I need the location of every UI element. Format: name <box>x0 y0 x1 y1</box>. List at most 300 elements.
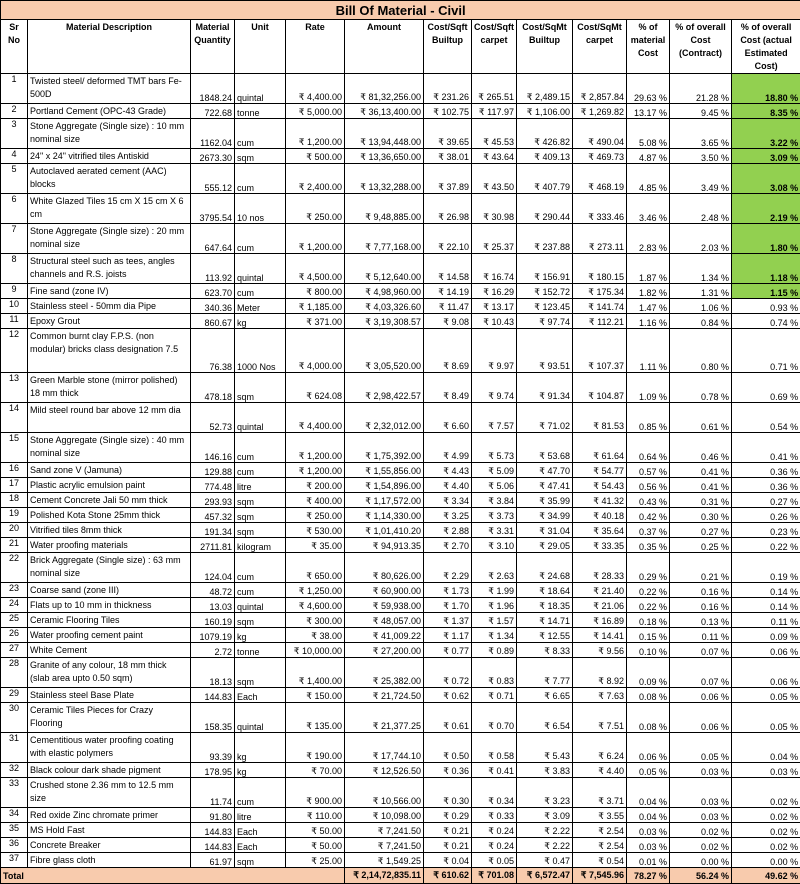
cell-cost-sqft-carpet: ₹ 0.70 <box>472 703 517 733</box>
cell-description: Brick Aggregate (Single size) : 63 mm nominal size <box>28 553 191 583</box>
cell-cost-sqmt-builtup: ₹ 53.68 <box>517 433 573 463</box>
cell-cost-sqft-builtup: ₹ 8.49 <box>424 373 472 403</box>
cell-cost-sqft-builtup: ₹ 9.08 <box>424 314 472 329</box>
cell-cost-sqft-carpet: ₹ 9.74 <box>472 373 517 403</box>
cell-rate: ₹ 1,200.00 <box>286 433 345 463</box>
cell-cost-sqft-carpet: ₹ 9.97 <box>472 329 517 373</box>
cell-pct-contract: 0.13 % <box>670 613 732 628</box>
cell-cost-sqft-builtup: ₹ 1.73 <box>424 583 472 598</box>
table-row <box>1 658 800 688</box>
cell-quantity: 158.35 <box>191 703 235 733</box>
cell-pct-material: 5.08 % <box>627 119 670 149</box>
cell-unit: litre <box>235 478 286 493</box>
cell-pct-actual: 0.04 % <box>732 733 800 763</box>
cell-cost-sqft-carpet: ₹ 0.24 <box>472 823 517 838</box>
cell-cost-sqmt-builtup: ₹ 3.23 <box>517 778 573 808</box>
cell-cost-sqmt-builtup: ₹ 34.99 <box>517 508 573 523</box>
cell-cost-sqft-builtup: ₹ 37.89 <box>424 164 472 194</box>
cell-sr-no: 8 <box>1 254 28 284</box>
cell-amount: ₹ 80,626.00 <box>345 553 424 583</box>
cell-cost-sqft-builtup: ₹ 11.47 <box>424 299 472 314</box>
cell-cost-sqmt-carpet: ₹ 16.89 <box>573 613 627 628</box>
cell-description: Stone Aggregate (Single size) : 20 mm nominal size <box>28 224 191 254</box>
cell-cost-sqft-builtup: ₹ 3.34 <box>424 493 472 508</box>
cell-pct-contract: 0.46 % <box>670 433 732 463</box>
cell-cost-sqmt-carpet: ₹ 81.53 <box>573 403 627 433</box>
table-row <box>1 598 800 613</box>
cell-unit: cum <box>235 463 286 478</box>
cell-amount: ₹ 1,55,856.00 <box>345 463 424 478</box>
cell-sr-no: 29 <box>1 688 28 703</box>
cell-cost-sqft-builtup: ₹ 4.40 <box>424 478 472 493</box>
cell-cost-sqft-builtup: ₹ 39.65 <box>424 119 472 149</box>
cell-description: White Glazed Tiles 15 cm X 15 cm X 6 cm <box>28 194 191 224</box>
cell-rate: ₹ 530.00 <box>286 523 345 538</box>
cell-cost-sqmt-builtup: ₹ 29.05 <box>517 538 573 553</box>
table-row <box>1 104 800 119</box>
cell-cost-sqmt-carpet: ₹ 21.06 <box>573 598 627 613</box>
cell-sr-no: 35 <box>1 823 28 838</box>
cell-unit: Each <box>235 688 286 703</box>
table-row <box>1 299 800 314</box>
cell-pct-actual: 0.11 % <box>732 613 800 628</box>
cell-cost-sqft-builtup: ₹ 6.60 <box>424 403 472 433</box>
cell-cost-sqmt-carpet: ₹ 33.35 <box>573 538 627 553</box>
cell-rate: ₹ 800.00 <box>286 284 345 299</box>
cell-cost-sqmt-builtup: ₹ 3.09 <box>517 808 573 823</box>
cell-quantity: 144.83 <box>191 823 235 838</box>
cell-rate: ₹ 70.00 <box>286 763 345 778</box>
cell-unit: sqm <box>235 523 286 538</box>
cell-unit: tonne <box>235 643 286 658</box>
column-header: Cost/SqMt carpet <box>573 20 627 74</box>
material-rows <box>1 74 800 868</box>
column-header: Cost/Sqft carpet <box>472 20 517 74</box>
cell-cost-sqft-builtup: ₹ 1.17 <box>424 628 472 643</box>
cell-pct-contract: 0.31 % <box>670 493 732 508</box>
cell-description: Portland Cement (OPC-43 Grade) <box>28 104 191 119</box>
cell-unit: kg <box>235 628 286 643</box>
cell-cost-sqft-carpet: ₹ 16.29 <box>472 284 517 299</box>
cell-unit: sqm <box>235 508 286 523</box>
cell-amount: ₹ 3,19,308.57 <box>345 314 424 329</box>
table-row <box>1 853 800 868</box>
cell-cost-sqmt-carpet: ₹ 175.34 <box>573 284 627 299</box>
cell-description: 24" x 24" vitrified tiles Antiskid <box>28 149 191 164</box>
cell-cost-sqmt-carpet: ₹ 180.15 <box>573 254 627 284</box>
cell-pct-actual: 0.14 % <box>732 598 800 613</box>
cell-rate: ₹ 190.00 <box>286 733 345 763</box>
cell-pct-contract: 2.48 % <box>670 194 732 224</box>
cell-description: Stone Aggregate (Single size) : 40 mm nominal size <box>28 433 191 463</box>
cell-rate: ₹ 250.00 <box>286 508 345 523</box>
cell-pct-actual: 0.74 % <box>732 314 800 329</box>
cell-rate: ₹ 1,185.00 <box>286 299 345 314</box>
cell-cost-sqmt-builtup: ₹ 35.99 <box>517 493 573 508</box>
cell-pct-contract: 3.49 % <box>670 164 732 194</box>
cell-pct-actual: 0.71 % <box>732 329 800 373</box>
cell-cost-sqmt-carpet: ₹ 61.64 <box>573 433 627 463</box>
cell-cost-sqft-builtup: ₹ 38.01 <box>424 149 472 164</box>
cell-pct-material: 0.35 % <box>627 538 670 553</box>
cell-quantity: 3795.54 <box>191 194 235 224</box>
table-row <box>1 613 800 628</box>
cell-cost-sqft-carpet: ₹ 1.96 <box>472 598 517 613</box>
cell-unit: kg <box>235 314 286 329</box>
cell-cost-sqmt-builtup: ₹ 24.68 <box>517 553 573 583</box>
cell-rate: ₹ 1,400.00 <box>286 658 345 688</box>
cell-quantity: 61.97 <box>191 853 235 868</box>
cell-pct-contract: 9.45 % <box>670 104 732 119</box>
cell-cost-sqft-builtup: ₹ 3.25 <box>424 508 472 523</box>
cell-unit: quintal <box>235 74 286 104</box>
cell-rate: ₹ 150.00 <box>286 688 345 703</box>
cell-amount: ₹ 7,241.50 <box>345 823 424 838</box>
column-header: Cost/Sqft Builtup <box>424 20 472 74</box>
cell-pct-actual: 0.14 % <box>732 583 800 598</box>
cell-cost-sqft-carpet: ₹ 7.57 <box>472 403 517 433</box>
cell-quantity: 76.38 <box>191 329 235 373</box>
cell-sr-no: 26 <box>1 628 28 643</box>
cell-unit: 1000 Nos <box>235 329 286 373</box>
cell-pct-contract: 0.41 % <box>670 463 732 478</box>
cell-sr-no: 14 <box>1 403 28 433</box>
cell-pct-contract: 1.31 % <box>670 284 732 299</box>
cell-cost-sqmt-carpet: ₹ 9.56 <box>573 643 627 658</box>
cell-cost-sqft-carpet: ₹ 5.09 <box>472 463 517 478</box>
cell-rate: ₹ 25.00 <box>286 853 345 868</box>
cell-pct-material: 1.87 % <box>627 254 670 284</box>
cell-cost-sqmt-builtup: ₹ 237.88 <box>517 224 573 254</box>
cell-cost-sqmt-builtup: ₹ 18.35 <box>517 598 573 613</box>
table-row <box>1 194 800 224</box>
cell-cost-sqft-builtup: ₹ 2.70 <box>424 538 472 553</box>
cell-amount: ₹ 5,12,640.00 <box>345 254 424 284</box>
cell-unit: cum <box>235 119 286 149</box>
cell-pct-actual: 0.02 % <box>732 838 800 853</box>
cell-rate: ₹ 38.00 <box>286 628 345 643</box>
cell-unit: sqm <box>235 853 286 868</box>
cell-pct-contract: 1.34 % <box>670 254 732 284</box>
cell-pct-actual: 0.03 % <box>732 763 800 778</box>
cell-rate: ₹ 1,250.00 <box>286 583 345 598</box>
cell-sr-no: 17 <box>1 478 28 493</box>
cell-cost-sqmt-builtup: ₹ 426.82 <box>517 119 573 149</box>
cell-sr-no: 37 <box>1 853 28 868</box>
cell-quantity: 18.13 <box>191 658 235 688</box>
cell-cost-sqmt-carpet: ₹ 8.92 <box>573 658 627 688</box>
total-pct-contract: 56.24 % <box>670 868 732 884</box>
cell-cost-sqft-carpet: ₹ 3.84 <box>472 493 517 508</box>
cell-amount: ₹ 13,32,288.00 <box>345 164 424 194</box>
cell-pct-material: 0.22 % <box>627 583 670 598</box>
cell-cost-sqft-carpet: ₹ 30.98 <box>472 194 517 224</box>
cell-cost-sqft-carpet: ₹ 25.37 <box>472 224 517 254</box>
cell-pct-contract: 0.80 % <box>670 329 732 373</box>
cell-amount: ₹ 48,057.00 <box>345 613 424 628</box>
cell-pct-contract: 0.16 % <box>670 583 732 598</box>
cell-pct-actual: 0.36 % <box>732 478 800 493</box>
cell-pct-contract: 0.21 % <box>670 553 732 583</box>
table-row <box>1 823 800 838</box>
cell-pct-material: 0.85 % <box>627 403 670 433</box>
cell-cost-sqmt-carpet: ₹ 273.11 <box>573 224 627 254</box>
cell-cost-sqft-carpet: ₹ 1.34 <box>472 628 517 643</box>
cell-cost-sqft-builtup: ₹ 0.04 <box>424 853 472 868</box>
cell-amount: ₹ 7,241.50 <box>345 838 424 853</box>
cell-description: Stone Aggregate (Single size) : 10 mm nominal size <box>28 119 191 149</box>
cell-cost-sqmt-builtup: ₹ 0.47 <box>517 853 573 868</box>
cell-pct-contract: 0.30 % <box>670 508 732 523</box>
cell-pct-actual: 0.27 % <box>732 493 800 508</box>
cell-amount: ₹ 13,94,448.00 <box>345 119 424 149</box>
cell-unit: cum <box>235 433 286 463</box>
cell-quantity: 1162.04 <box>191 119 235 149</box>
total-sqft-carpet: ₹ 701.08 <box>472 868 517 884</box>
cell-cost-sqmt-builtup: ₹ 290.44 <box>517 194 573 224</box>
table-row <box>1 478 800 493</box>
cell-cost-sqmt-builtup: ₹ 71.02 <box>517 403 573 433</box>
cell-unit: quintal <box>235 403 286 433</box>
cell-cost-sqmt-carpet: ₹ 1,269.82 <box>573 104 627 119</box>
cell-sr-no: 30 <box>1 703 28 733</box>
cell-amount: ₹ 17,744.10 <box>345 733 424 763</box>
cell-cost-sqmt-carpet: ₹ 2.54 <box>573 838 627 853</box>
cell-cost-sqft-carpet: ₹ 2.63 <box>472 553 517 583</box>
cell-cost-sqmt-builtup: ₹ 1,106.00 <box>517 104 573 119</box>
cell-description: Ceramic Tiles Pieces for Crazy Flooring <box>28 703 191 733</box>
cell-pct-material: 29.63 % <box>627 74 670 104</box>
cell-cost-sqmt-carpet: ₹ 0.54 <box>573 853 627 868</box>
cell-quantity: 623.70 <box>191 284 235 299</box>
cell-cost-sqmt-builtup: ₹ 14.71 <box>517 613 573 628</box>
cell-sr-no: 34 <box>1 808 28 823</box>
cell-cost-sqmt-carpet: ₹ 54.77 <box>573 463 627 478</box>
cell-cost-sqmt-builtup: ₹ 2.22 <box>517 838 573 853</box>
cell-pct-actual: 0.05 % <box>732 703 800 733</box>
cell-description: Cement Concrete Jali 50 mm thick <box>28 493 191 508</box>
cell-rate: ₹ 50.00 <box>286 838 345 853</box>
cell-amount: ₹ 36,13,400.00 <box>345 104 424 119</box>
cell-amount: ₹ 94,913.35 <box>345 538 424 553</box>
cell-pct-contract: 0.07 % <box>670 658 732 688</box>
cell-pct-material: 1.09 % <box>627 373 670 403</box>
cell-quantity: 722.68 <box>191 104 235 119</box>
table-row <box>1 553 800 583</box>
cell-quantity: 113.92 <box>191 254 235 284</box>
cell-rate: ₹ 400.00 <box>286 493 345 508</box>
table-row <box>1 838 800 853</box>
cell-sr-no: 27 <box>1 643 28 658</box>
cell-rate: ₹ 500.00 <box>286 149 345 164</box>
total-pct-actual: 49.62 % <box>732 868 800 884</box>
cell-cost-sqmt-carpet: ₹ 6.24 <box>573 733 627 763</box>
cell-pct-actual: 0.19 % <box>732 553 800 583</box>
cell-amount: ₹ 1,54,896.00 <box>345 478 424 493</box>
cell-pct-contract: 3.50 % <box>670 149 732 164</box>
cell-description: Fine sand (zone IV) <box>28 284 191 299</box>
cell-pct-material: 1.82 % <box>627 284 670 299</box>
cell-pct-material: 0.10 % <box>627 643 670 658</box>
cell-pct-actual: 0.36 % <box>732 463 800 478</box>
cell-description: Cementitious water proofing coating with elastic polymers <box>28 733 191 763</box>
cell-pct-actual: 3.08 % <box>732 164 800 194</box>
cell-description: Stainless steel - 50mm dia Pipe <box>28 299 191 314</box>
cell-unit: cum <box>235 553 286 583</box>
cell-pct-material: 0.04 % <box>627 808 670 823</box>
cell-cost-sqft-builtup: ₹ 231.26 <box>424 74 472 104</box>
total-pct-material: 78.27 % <box>627 868 670 884</box>
cell-pct-material: 0.03 % <box>627 838 670 853</box>
cell-pct-contract: 0.16 % <box>670 598 732 613</box>
table-row <box>1 703 800 733</box>
table-row <box>1 628 800 643</box>
cell-description: Polished Kota Stone 25mm thick <box>28 508 191 523</box>
cell-cost-sqft-carpet: ₹ 0.41 <box>472 763 517 778</box>
cell-cost-sqft-carpet: ₹ 0.05 <box>472 853 517 868</box>
cell-amount: ₹ 9,48,885.00 <box>345 194 424 224</box>
cell-amount: ₹ 1,14,330.00 <box>345 508 424 523</box>
cell-rate: ₹ 200.00 <box>286 478 345 493</box>
cell-quantity: 2.72 <box>191 643 235 658</box>
cell-quantity: 52.73 <box>191 403 235 433</box>
cell-cost-sqft-carpet: ₹ 0.24 <box>472 838 517 853</box>
cell-pct-actual: 0.93 % <box>732 299 800 314</box>
cell-description: Granite of any colour, 18 mm thick (slab area upto 0.50 sqm) <box>28 658 191 688</box>
cell-sr-no: 3 <box>1 119 28 149</box>
column-header: Material Description <box>28 20 191 74</box>
cell-cost-sqft-builtup: ₹ 4.43 <box>424 463 472 478</box>
cell-cost-sqmt-carpet: ₹ 112.21 <box>573 314 627 329</box>
cell-amount: ₹ 1,549.25 <box>345 853 424 868</box>
cell-pct-material: 0.43 % <box>627 493 670 508</box>
cell-cost-sqmt-builtup: ₹ 7.77 <box>517 658 573 688</box>
cell-pct-actual: 0.23 % <box>732 523 800 538</box>
cell-pct-contract: 0.06 % <box>670 688 732 703</box>
table-row <box>1 403 800 433</box>
column-header: Material Quantity <box>191 20 235 74</box>
cell-cost-sqft-carpet: ₹ 43.50 <box>472 164 517 194</box>
cell-pct-material: 0.22 % <box>627 598 670 613</box>
cell-cost-sqmt-carpet: ₹ 468.19 <box>573 164 627 194</box>
cell-cost-sqmt-builtup: ₹ 2.22 <box>517 823 573 838</box>
cell-pct-material: 2.83 % <box>627 224 670 254</box>
cell-description: Water proofing materials <box>28 538 191 553</box>
cell-quantity: 457.32 <box>191 508 235 523</box>
cell-rate: ₹ 1,200.00 <box>286 224 345 254</box>
cell-cost-sqft-carpet: ₹ 3.31 <box>472 523 517 538</box>
cell-sr-no: 15 <box>1 433 28 463</box>
cell-cost-sqft-carpet: ₹ 1.99 <box>472 583 517 598</box>
cell-unit: sqm <box>235 613 286 628</box>
cell-sr-no: 16 <box>1 463 28 478</box>
cell-description: Ceramic Flooring Tiles <box>28 613 191 628</box>
cell-pct-actual: 0.54 % <box>732 403 800 433</box>
cell-cost-sqft-builtup: ₹ 0.30 <box>424 778 472 808</box>
cell-unit: cum <box>235 284 286 299</box>
cell-pct-material: 1.11 % <box>627 329 670 373</box>
table-row <box>1 284 800 299</box>
cell-amount: ₹ 21,377.25 <box>345 703 424 733</box>
cell-pct-actual: 0.02 % <box>732 823 800 838</box>
cell-cost-sqmt-builtup: ₹ 47.41 <box>517 478 573 493</box>
cell-pct-actual: 1.80 % <box>732 224 800 254</box>
table-row <box>1 688 800 703</box>
table-row <box>1 523 800 538</box>
column-header-row <box>1 20 800 74</box>
cell-pct-material: 0.09 % <box>627 658 670 688</box>
cell-sr-no: 32 <box>1 763 28 778</box>
cell-cost-sqmt-builtup: ₹ 97.74 <box>517 314 573 329</box>
cell-rate: ₹ 1,200.00 <box>286 463 345 478</box>
cell-unit: 10 nos <box>235 194 286 224</box>
cell-quantity: 1848.24 <box>191 74 235 104</box>
cell-description: Mild steel round bar above 12 mm dia <box>28 403 191 433</box>
cell-amount: ₹ 12,526.50 <box>345 763 424 778</box>
cell-amount: ₹ 27,200.00 <box>345 643 424 658</box>
cell-quantity: 293.93 <box>191 493 235 508</box>
cell-unit: litre <box>235 808 286 823</box>
cell-cost-sqmt-carpet: ₹ 41.32 <box>573 493 627 508</box>
cell-quantity: 129.88 <box>191 463 235 478</box>
total-sqft-builtup: ₹ 610.62 <box>424 868 472 884</box>
cell-pct-actual: 0.69 % <box>732 373 800 403</box>
cell-cost-sqft-builtup: ₹ 8.69 <box>424 329 472 373</box>
cell-rate: ₹ 4,400.00 <box>286 74 345 104</box>
cell-unit: kilogram <box>235 538 286 553</box>
cell-cost-sqft-builtup: ₹ 26.98 <box>424 194 472 224</box>
cell-sr-no: 25 <box>1 613 28 628</box>
cell-pct-material: 0.08 % <box>627 703 670 733</box>
cell-pct-material: 0.56 % <box>627 478 670 493</box>
cell-pct-material: 0.57 % <box>627 463 670 478</box>
cell-rate: ₹ 4,400.00 <box>286 403 345 433</box>
cell-unit: cum <box>235 224 286 254</box>
cell-cost-sqmt-carpet: ₹ 14.41 <box>573 628 627 643</box>
cell-pct-actual: 0.06 % <box>732 658 800 688</box>
cell-description: Sand zone V (Jamuna) <box>28 463 191 478</box>
table-row <box>1 493 800 508</box>
cell-rate: ₹ 4,600.00 <box>286 598 345 613</box>
cell-cost-sqmt-builtup: ₹ 91.34 <box>517 373 573 403</box>
cell-pct-material: 0.01 % <box>627 853 670 868</box>
column-header: % of overall Cost (actual Estimated Cost) <box>732 20 800 74</box>
total-amount: ₹ 2,14,72,835.11 <box>345 868 424 884</box>
cell-sr-no: 6 <box>1 194 28 224</box>
cell-unit: cum <box>235 164 286 194</box>
column-header: Sr No <box>1 20 28 74</box>
cell-cost-sqft-builtup: ₹ 102.75 <box>424 104 472 119</box>
cell-pct-contract: 0.06 % <box>670 703 732 733</box>
total-label: Total <box>1 868 345 884</box>
cell-cost-sqft-carpet: ₹ 5.73 <box>472 433 517 463</box>
cell-amount: ₹ 59,938.00 <box>345 598 424 613</box>
cell-cost-sqmt-carpet: ₹ 469.73 <box>573 149 627 164</box>
cell-cost-sqmt-builtup: ₹ 3.83 <box>517 763 573 778</box>
table-row <box>1 314 800 329</box>
cell-pct-contract: 0.27 % <box>670 523 732 538</box>
cell-quantity: 93.39 <box>191 733 235 763</box>
cell-amount: ₹ 2,98,422.57 <box>345 373 424 403</box>
cell-pct-contract: 0.05 % <box>670 733 732 763</box>
cell-pct-contract: 0.02 % <box>670 823 732 838</box>
cell-cost-sqft-builtup: ₹ 22.10 <box>424 224 472 254</box>
cell-cost-sqft-carpet: ₹ 5.06 <box>472 478 517 493</box>
column-header: Cost/SqMt Builtup <box>517 20 573 74</box>
cell-cost-sqmt-builtup: ₹ 6.65 <box>517 688 573 703</box>
cell-pct-actual: 0.26 % <box>732 508 800 523</box>
cell-amount: ₹ 10,098.00 <box>345 808 424 823</box>
